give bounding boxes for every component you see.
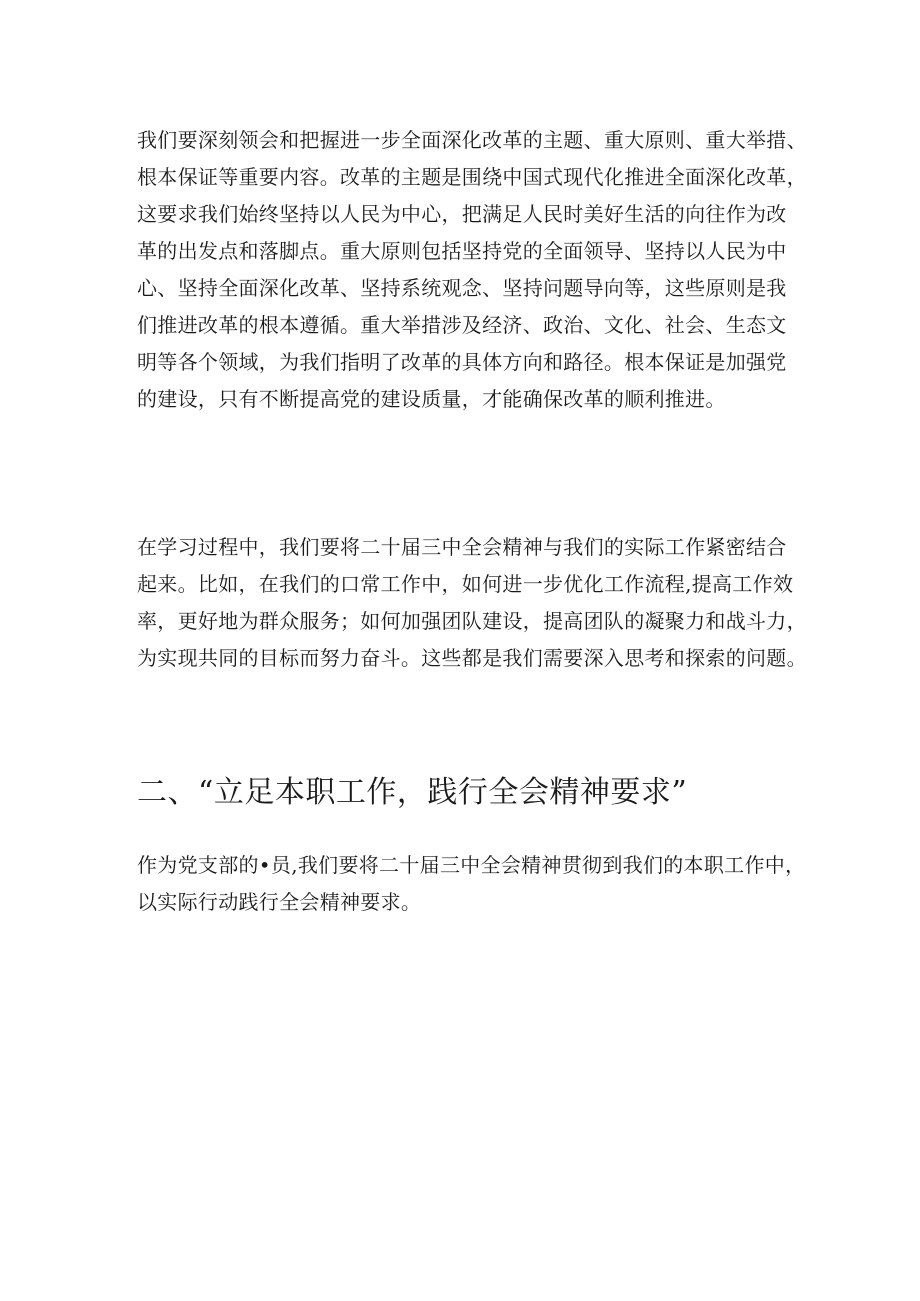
paragraph-line: 革的出发点和落脚点。重大原则包括坚持党的全面领导、坚持以人民为中 (137, 239, 787, 263)
paragraph-line: 根本保证等重要内容。改革的主题是围绕中国式现代化推进全面深化改革， (137, 165, 807, 189)
paragraph-reform-themes (137, 122, 807, 418)
section-heading: 二、“立足本职工作，践行全会精神要求” (137, 775, 688, 810)
paragraph-line: 们推进改革的根本遵循。重大举措涉及经济、政治、文化、社会、生态文 (137, 313, 787, 337)
paragraph-line: 这要求我们始终坚持以人民为中心，把满足人民时美好生活的向往作为改 (137, 202, 787, 226)
paragraph-line: 为实现共同的目标而努力奋斗。这些都是我们需要深入思考和探索的问题。 (137, 646, 807, 670)
paragraph-line: 明等各个领域，为我们指明了改革的具体方向和路径。根本保证是加强党 (137, 350, 787, 374)
paragraph-party-member-duty (137, 847, 805, 921)
paragraph-line: 在学习过程中，我们要将二十届三中全会精神与我们的实际工作紧密结合 (137, 535, 787, 559)
paragraph-line: 心、坚持全面深化改革、坚持系统观念、坚持问题导向等，这些原则是我 (137, 276, 787, 300)
paragraph-line: 的建设，只有不断提高党的建设质量，才能确保改革的顺利推进。 (137, 387, 726, 411)
paragraph-line: 起来。比如，在我们的口常工作中，如何进一步优化工作流程,提高工作效 (137, 572, 794, 596)
paragraph-line: 率，更好地为群众服务；如何加强团队建设，提高团队的凝聚力和战斗力， (137, 609, 807, 633)
paragraph-study-practice (137, 529, 807, 677)
paragraph-line: 我们要深刻领会和把握进一步全面深化改革的主题、重大原则、重大举措、 (137, 128, 807, 152)
paragraph-line: 作为党支部的•员,我们要将二十届三中全会精神贯彻到我们的本职工作中， (137, 853, 806, 877)
paragraph-line: 以实际行动践行全会精神要求。 (137, 890, 422, 914)
